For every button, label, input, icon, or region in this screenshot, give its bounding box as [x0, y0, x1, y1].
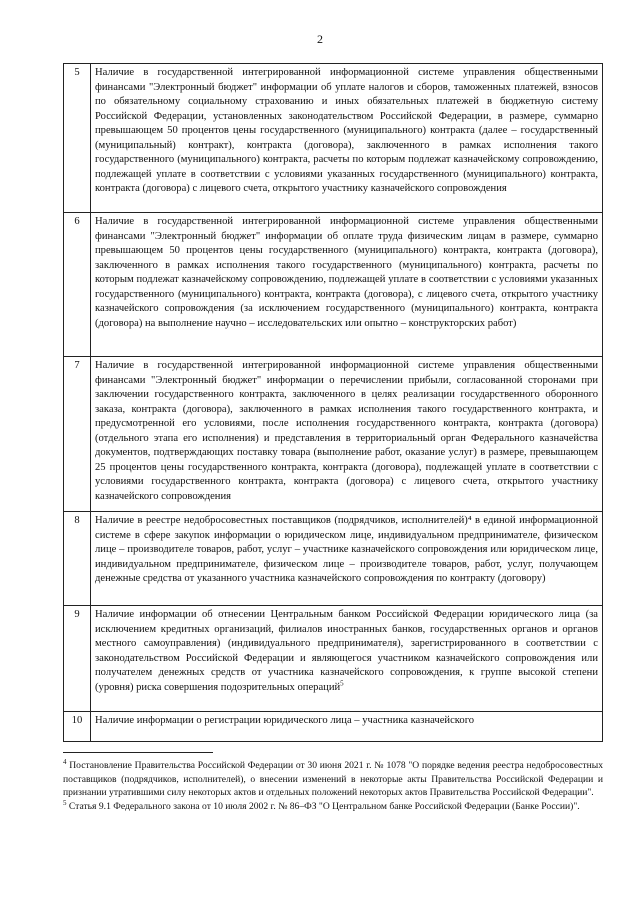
footnote-divider: [63, 752, 213, 753]
footnotes: [63, 759, 603, 813]
row-number: 5: [64, 64, 91, 213]
page-number: 2: [317, 32, 323, 46]
table-row: [64, 213, 603, 357]
row-text: Наличие в реестре недобросовестных поставщиков (подрядчиков, исполнителей)⁴ в единой информационной системе в сфере закупок информации о юридическом лице, индивидуальном предпринимателе, физическом лице – производителе товаров, работ, услуг – участнике казначейского сопровождения или юридическом лице, индивидуальном предпринимателе, физическом лице – производителе товаров, работ, услуг, получающем денежные средства от указанного участника казначейского сопровождения по контракту (договору): [91, 512, 603, 606]
row-text: Наличие в государственной интегрированной информационной системе управления общественными финансами "Электронный бюджет" информации об уплате налогов и сборов, таможенных платежей, взносов по обязательному социальному страхованию и иных обязательных платежей в бюджетную систему Российской Федерации, установленных законодательством Российской Федерации, в размере, суммарно превышающем 50 процентов цены государственного (муниципального) контракта (далее – государственный (муниципальный) контракт), контракта (договора), заключенного в рамках исполнения такого государственного (муниципального) контракта, расчеты по которым подлежат казначейскому сопровождению, подлежащей уплате в соответствии с условиями указанных государственного (муниципального) контракта, контракта (договора) с лицевого счета, открытого участнику казначейского сопровождения: [91, 64, 603, 213]
footnote-text: Статья 9.1 Федерального закона от 10 июля 2002 г. № 86–ФЗ "О Центральном банке Российской Федерации (Банке России)".: [66, 800, 580, 812]
row-text: Наличие в государственной интегрированной информационной системе управления общественными финансами "Электронный бюджет" информации о перечислении прибыли, согласованной сторонами при заключении государственного контракта, заключенного в целях реализации государственного оборонного заказа, контракта (договора), заключенного в рамках исполнения такого государственного контракта, и предусмотренной его условиями, после исполнения государственного контракта, контракта (договора) (отдельного этапа его исполнения) и представления в территориальный орган Федерального казначейства документов, подтверждающих поставку товара (выполнение работ, оказание услуг) в размере, превышающем 25 процентов цены государственного контракта, контракта (договора), подлежащей уплате в соответствии с условиями государственного контракта, контракта (договора) с лицевого счета, открытого участнику казначейского сопровождения: [91, 357, 603, 512]
table-row: [64, 712, 603, 742]
footnote-mark: 5: [63, 798, 67, 807]
row-text: Наличие информации о регистрации юридического лица – участника казначейского: [91, 712, 603, 742]
row-number: 9: [64, 606, 91, 712]
row-text: Наличие в государственной интегрированной информационной системе управления общественными финансами "Электронный бюджет" информации об оплате труда физическим лицам в размере, суммарно превышающем 50 процентов цены государственного (муниципального) контракта, контракта (договора), заключенного в рамках исполнения такого государственного (муниципального) контракта, расчеты по которым подлежат казначейскому сопровождению, подлежащей уплате в соответствии с условиями указанных государственного (муниципального) контракта, контракта (договора), с лицевого счета, открытого участнику казначейского сопровождения (за исключением государственного (муниципального) контракта, контракта (договора) на выполнение научно – исследовательских или опытно – конструкторских работ): [91, 213, 603, 357]
row-number: 7: [64, 357, 91, 512]
row-text: Наличие информации об отнесении Центральным банком Российской Федерации юридического лица (за исключением кредитных организаций, филиалов иностранных банков, государственных органов и органов местного самоуправления) (индивидуального предпринимателя), зарегистрированного в соответствии с законодательством Российской Федерации и являющегося участником казначейского сопровождения или получателем денежных средств от участника казначейского сопровождения, к группе высокой степени (уровня) риска совершения подозрительных операций$^5$: [91, 606, 603, 712]
row-number: 8: [64, 512, 91, 606]
footnote: [63, 800, 603, 814]
row-number: 6: [64, 213, 91, 357]
footnote-text: Постановление Правительства Российской Федерации от 30 июня 2021 г. № 1078 "О порядке ведения реестра недобросовестных поставщиков (подрядчиков, исполнителей), о внесении изменений в некоторые акты Правительства Российской Федерации и признании утратившими силу некоторых актов и отдельных положений некоторых актов Правительства Российской Федерации".: [63, 760, 603, 799]
table-row: [64, 512, 603, 606]
footnote: [63, 759, 603, 800]
table-row: [64, 357, 603, 512]
criteria-table: [63, 63, 603, 742]
table-row: [64, 64, 603, 213]
table-row: [64, 606, 603, 712]
footnote-mark: 4: [63, 757, 67, 766]
row-number: 10: [64, 712, 91, 742]
